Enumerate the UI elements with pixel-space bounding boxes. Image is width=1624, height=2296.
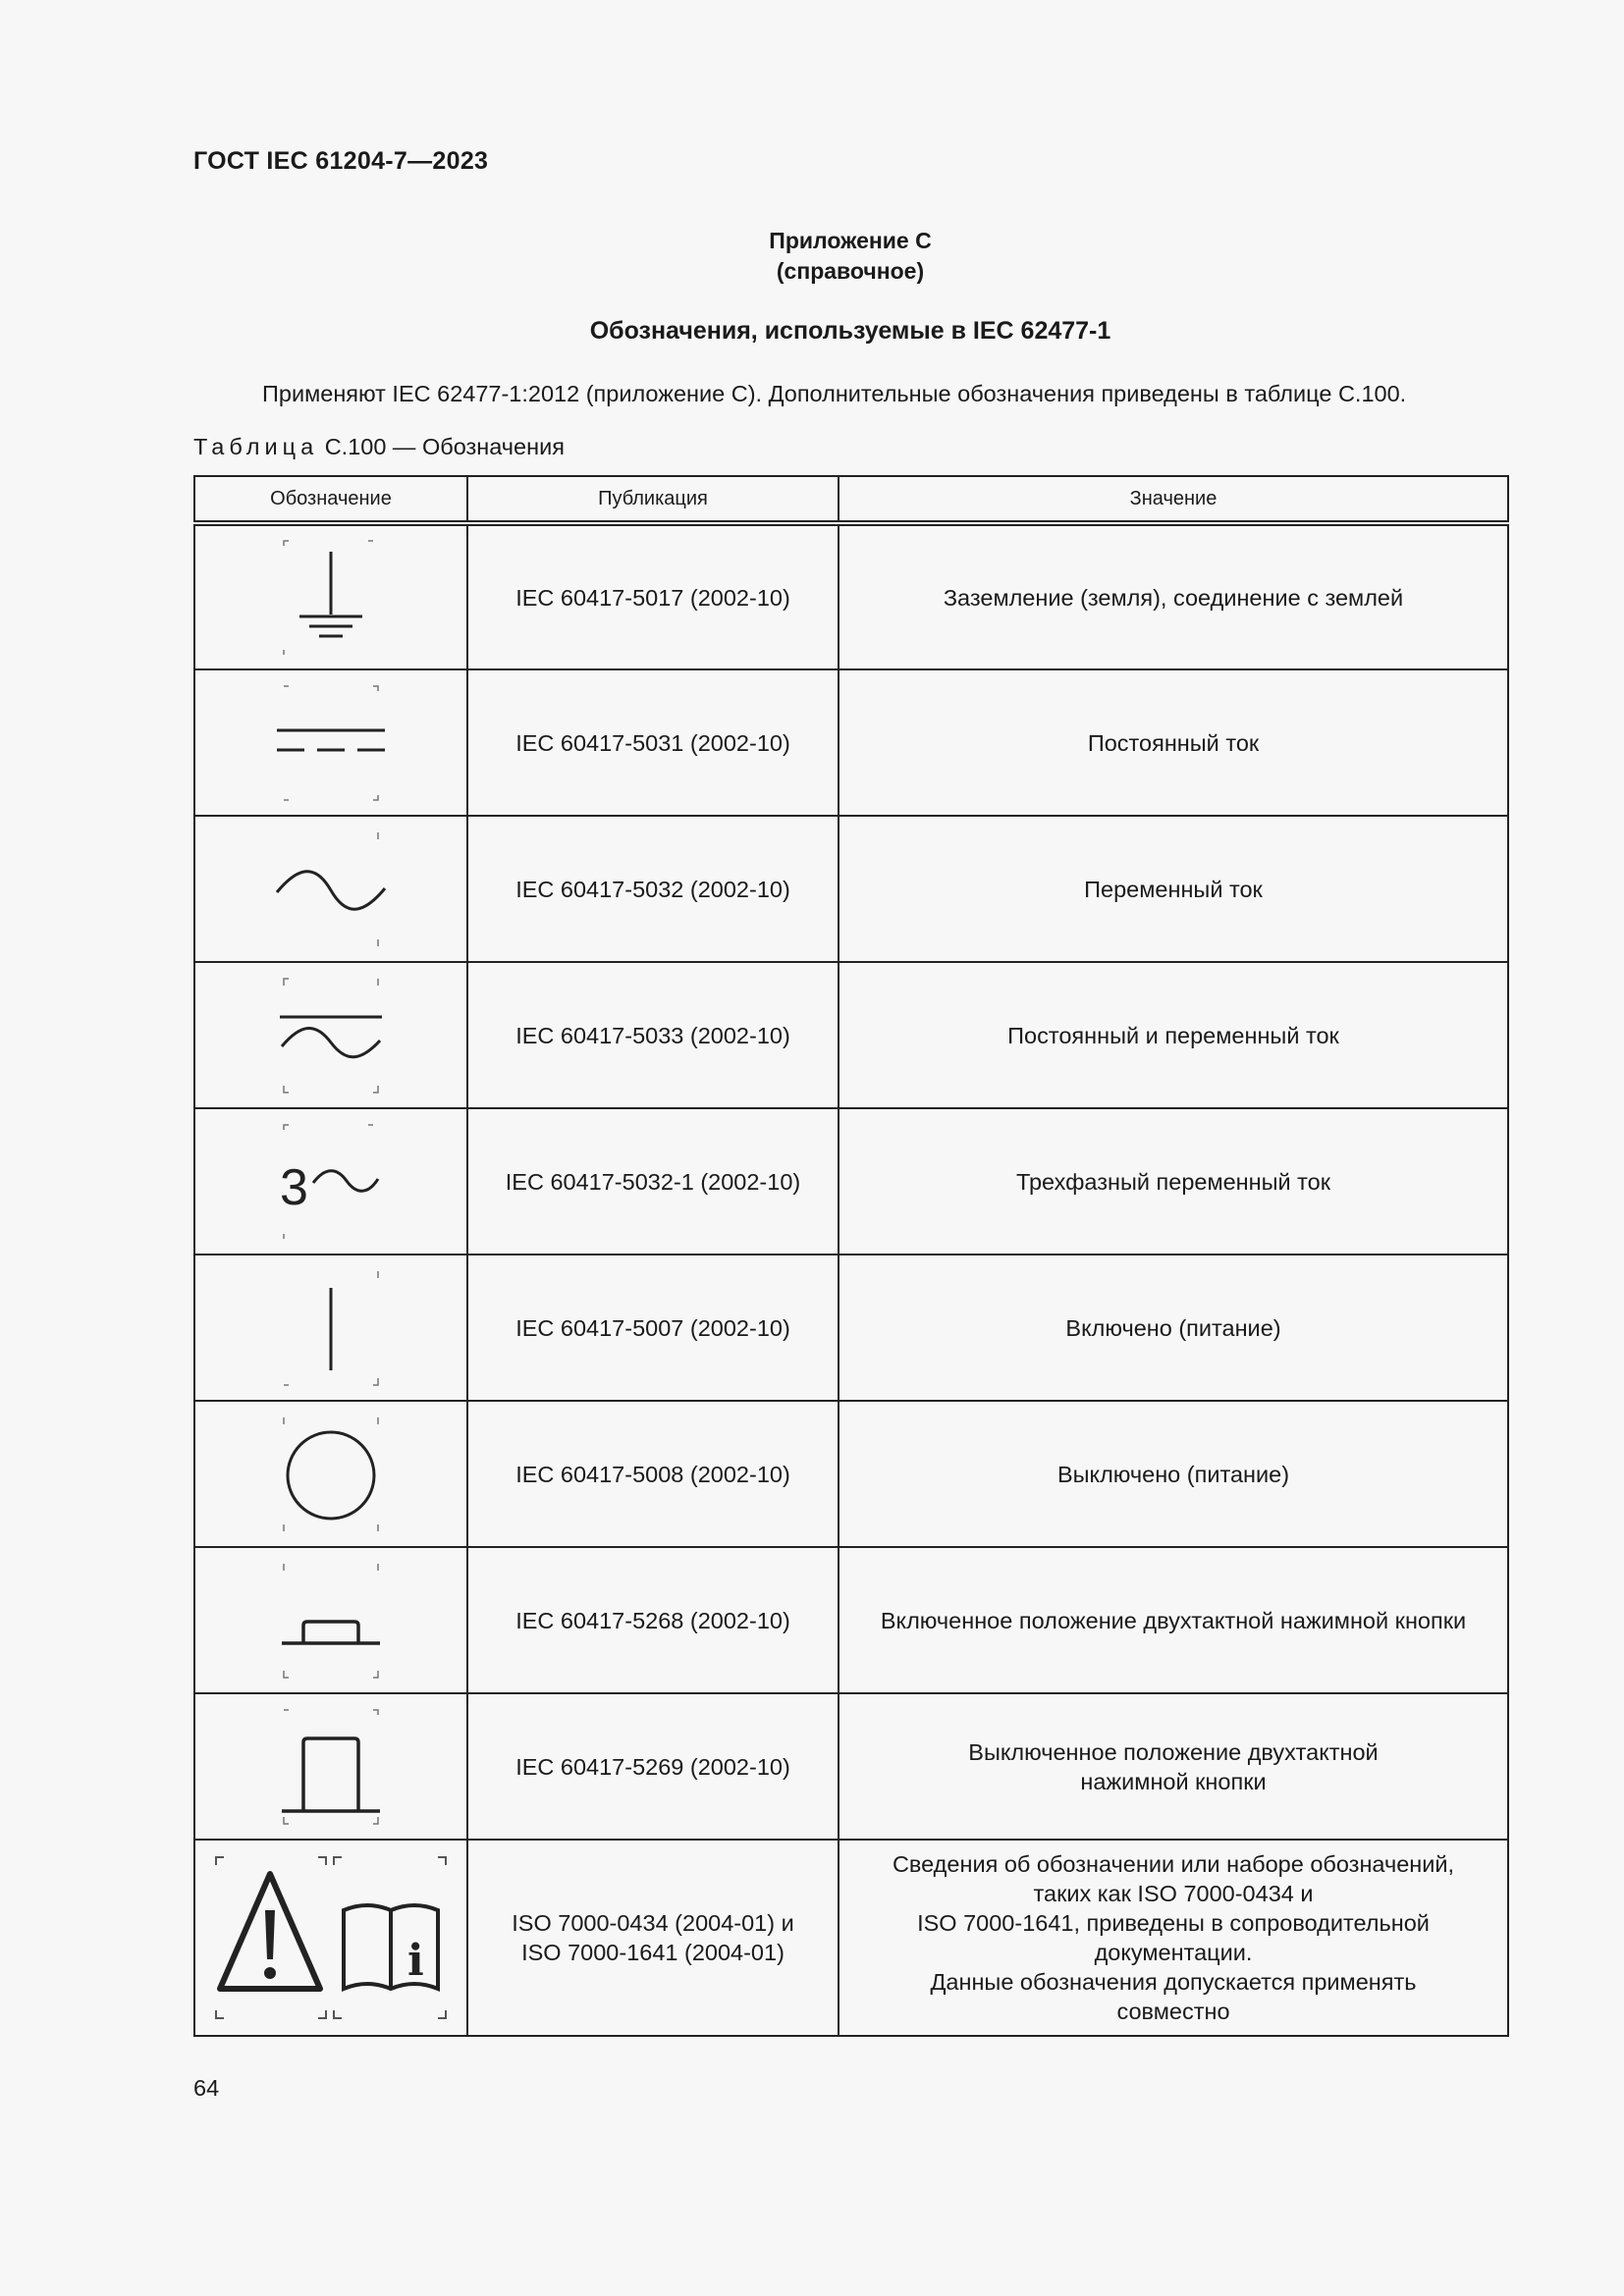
meaning-cell: [839, 816, 1508, 962]
publication-cell: IEC 60417-5032-1 (2002-10): [467, 1108, 839, 1255]
publication-line: ISO 7000-1641 (2004-01): [521, 1940, 785, 1965]
table-row: [194, 816, 1508, 962]
annex-subtitle: (справочное): [776, 258, 925, 284]
info-glyph: i: [407, 1936, 424, 1986]
meaning-cell: [839, 1255, 1508, 1401]
symbol-cell: [194, 1547, 467, 1693]
three-phase-numeral: 3: [280, 1158, 308, 1216]
publication-cell: IEC 60417-5008 (2002-10): [467, 1401, 839, 1547]
table-caption-rest: С.100 — Обозначения: [324, 434, 565, 459]
meaning-cell: [839, 1840, 1508, 2036]
header-publication: Публикация: [467, 476, 839, 523]
publication-cell: IEC 60417-5032 (2002-10): [467, 816, 839, 962]
meaning-line: Выключенное положение двухтактной: [968, 1738, 1379, 1765]
meaning-line: ISO 7000-1641, приведены в сопроводительной: [917, 1910, 1430, 1936]
meaning-line: Включенное положение двухтактной нажимной кнопки: [880, 1607, 1467, 1633]
meaning-line: нажимной кнопки: [1080, 1768, 1267, 1794]
meaning-line: Включено (питание): [1065, 1314, 1281, 1341]
table-header-row: [194, 476, 1508, 523]
table-caption-prefix: Таблица: [193, 434, 319, 459]
meaning-line: Переменный ток: [1084, 876, 1263, 902]
header-meaning: Значение: [839, 476, 1508, 523]
power-off-icon: [262, 1411, 400, 1538]
symbol-cell: [194, 1255, 467, 1401]
table-row: [194, 669, 1508, 816]
meaning-line: Постоянный ток: [1087, 729, 1260, 756]
page-number: 64: [193, 2075, 220, 2101]
symbols-table: [193, 475, 1509, 2037]
meaning-cell: [839, 1401, 1508, 1547]
meaning-line: Трехфазный переменный ток: [1015, 1168, 1331, 1195]
publication-cell: IEC 60417-5033 (2002-10): [467, 962, 839, 1108]
table-row: [194, 962, 1508, 1108]
warning-triangle-icon: [220, 1874, 320, 1989]
symbol-cell: [194, 816, 467, 962]
table-row: [194, 1401, 1508, 1547]
meaning-line: документации.: [1094, 1940, 1253, 1965]
direct-current-icon: [262, 679, 400, 807]
three-phase-ac-icon: [262, 1118, 400, 1246]
section-title: Обозначения, используемые в IEC 62477-1: [589, 317, 1111, 345]
publication-cell: IEC 60417-5269 (2002-10): [467, 1693, 839, 1840]
table-row: [194, 523, 1508, 669]
publication-cell: IEC 60417-5017 (2002-10): [467, 523, 839, 669]
meaning-line: Заземление (земля), соединение с землей: [943, 584, 1404, 611]
meaning-line: совместно: [1116, 1999, 1230, 2024]
intro-paragraph: Применяют IEC 62477-1:2012 (приложение С). Дополнительные обозначения приведены в таблице С.100.: [262, 381, 1407, 406]
meaning-line: Постоянный и переменный ток: [1007, 1022, 1339, 1048]
meaning-cell: [839, 523, 1508, 669]
push-button-out-icon: [262, 1703, 400, 1831]
table-row: [194, 1840, 1508, 2036]
alternating-current-icon: [262, 826, 400, 953]
symbol-cell: [194, 1693, 467, 1840]
table-caption: [193, 434, 565, 460]
meaning-cell: [839, 962, 1508, 1108]
symbol-cell: [194, 1840, 467, 2036]
dc-ac-current-icon: [262, 972, 400, 1099]
push-button-in-icon: [262, 1557, 400, 1684]
table-row: [194, 1108, 1508, 1255]
meaning-line: Данные обозначения допускается применять: [930, 1969, 1417, 1995]
symbol-cell: [194, 1108, 467, 1255]
warning-and-manual-icon: [208, 1849, 454, 2026]
meaning-cell: [839, 669, 1508, 816]
document-code: ГОСТ IEC 61204-7—2023: [193, 147, 489, 175]
publication-cell: [467, 1840, 839, 2036]
meaning-line: таких как ISO 7000-0434 и: [1033, 1881, 1314, 1906]
table-row: [194, 1547, 1508, 1693]
earth-ground-icon: [262, 534, 400, 662]
power-on-icon: [262, 1264, 400, 1392]
info-icon: [407, 1936, 424, 1986]
publication-cell: IEC 60417-5268 (2002-10): [467, 1547, 839, 1693]
meaning-line: Сведения об обозначении или наборе обозначений,: [892, 1851, 1455, 1877]
publication-cell: IEC 60417-5031 (2002-10): [467, 669, 839, 816]
annex-heading: [0, 226, 1624, 287]
symbol-cell: [194, 523, 467, 669]
meaning-cell: [839, 1693, 1508, 1840]
symbol-cell: [194, 669, 467, 816]
meaning-line: Выключено (питание): [1056, 1461, 1290, 1487]
header-symbol: Обозначение: [194, 476, 467, 523]
meaning-cell: [839, 1547, 1508, 1693]
publication-cell: IEC 60417-5007 (2002-10): [467, 1255, 839, 1401]
symbol-cell: [194, 962, 467, 1108]
symbol-cell: [194, 1401, 467, 1547]
publication-line: ISO 7000-0434 (2004-01) и: [512, 1910, 794, 1936]
table-row: [194, 1255, 1508, 1401]
annex-title: Приложение С: [769, 228, 932, 253]
table-row: [194, 1693, 1508, 1840]
meaning-cell: [839, 1108, 1508, 1255]
